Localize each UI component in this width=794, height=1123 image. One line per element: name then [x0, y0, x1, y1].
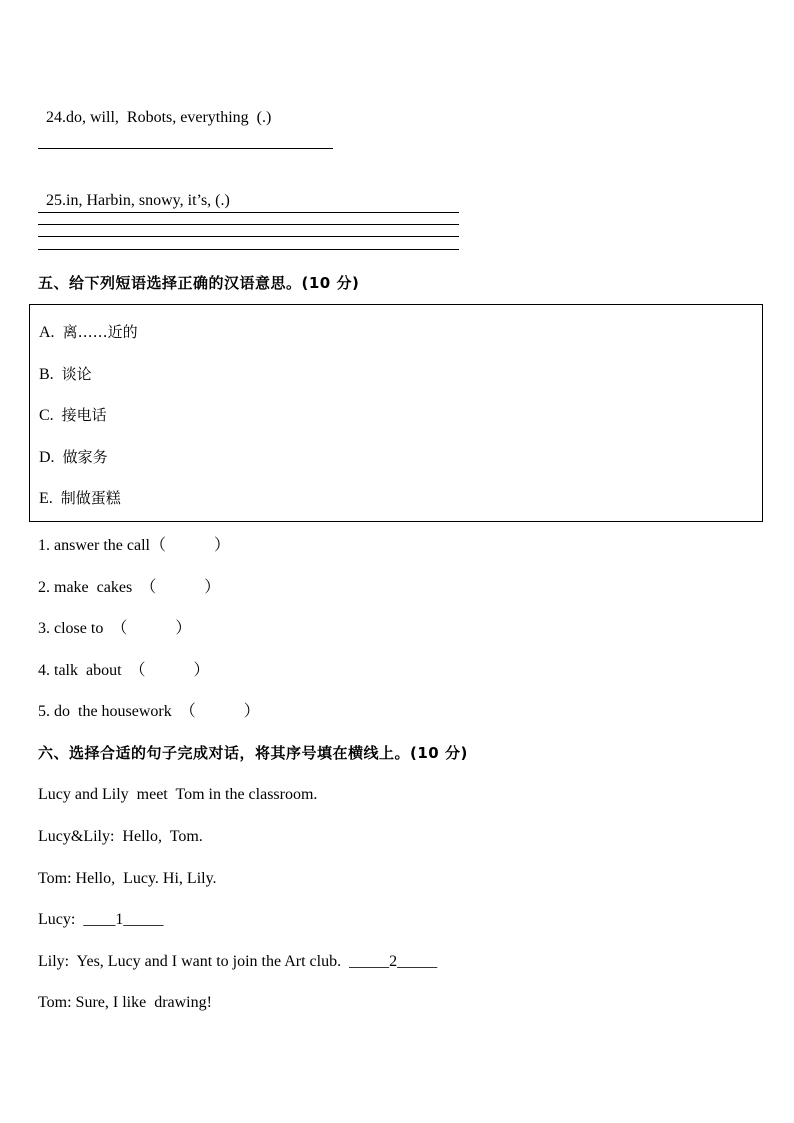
answer-parentheses[interactable]: （ ）	[132, 579, 221, 596]
match-item-5	[38, 702, 260, 722]
item-text: talk about	[54, 662, 122, 679]
dialogue-text: Lily: Yes, Lucy and I want to join the Art club.	[38, 953, 350, 970]
item-number: 4.	[38, 662, 50, 679]
item-number: 1.	[38, 537, 50, 554]
option-letter: E.	[39, 490, 53, 507]
item-number: 5.	[38, 703, 50, 720]
match-item-4	[38, 661, 210, 681]
option-a	[39, 322, 138, 343]
question-number: 25.	[46, 192, 66, 209]
option-d	[39, 447, 108, 468]
answer-parentheses[interactable]: （ ）	[121, 662, 210, 679]
section-5-heading: 五、给下列短语选择正确的汉语意思。(10 分)	[38, 274, 360, 292]
question-25	[38, 171, 230, 211]
dialogue-line: Tom: Hello, Lucy. Hi, Lily.	[38, 870, 217, 887]
option-text: 离……近的	[62, 323, 138, 341]
answer-parentheses[interactable]: （ ）	[149, 537, 230, 554]
item-text: close to	[54, 620, 104, 637]
item-number: 3.	[38, 620, 50, 637]
dialogue-line	[38, 910, 163, 930]
option-b	[39, 364, 92, 385]
option-letter: A.	[39, 324, 55, 341]
question-24	[38, 88, 271, 128]
option-text: 制做蛋糕	[60, 489, 121, 507]
match-item-3	[38, 619, 191, 639]
item-number: 2.	[38, 579, 50, 596]
option-text: 接电话	[61, 406, 107, 424]
item-text: answer the call	[54, 537, 150, 554]
question-text: do, will, Robots, everything (.)	[66, 109, 272, 126]
answer-parentheses[interactable]: （ ）	[103, 620, 192, 637]
option-text: 谈论	[61, 365, 92, 383]
item-text: do the housework	[54, 703, 172, 720]
option-text: 做家务	[62, 448, 108, 466]
answer-parentheses[interactable]: （ ）	[171, 703, 260, 720]
option-letter: D.	[39, 449, 55, 466]
option-letter: B.	[39, 366, 54, 383]
option-c	[39, 405, 107, 426]
question-text: in, Harbin, snowy, it’s, (.)	[66, 192, 230, 209]
option-e	[39, 488, 121, 509]
dialogue-line	[38, 952, 437, 972]
section-6-heading: 六、选择合适的句子完成对话，将其序号填在横线上。(10 分)	[38, 744, 468, 762]
match-item-1	[38, 536, 230, 556]
answer-line[interactable]	[38, 224, 459, 225]
answer-line[interactable]	[38, 236, 459, 237]
answer-line[interactable]	[38, 212, 459, 213]
answer-line[interactable]	[38, 148, 333, 149]
dialogue-line: Tom: Sure, I like drawing!	[38, 994, 212, 1011]
dialogue-text: Lucy:	[38, 911, 84, 928]
question-number: 24.	[46, 109, 66, 126]
options-box	[29, 304, 763, 522]
dialogue-intro: Lucy and Lily meet Tom in the classroom.	[38, 786, 318, 803]
option-letter: C.	[39, 407, 54, 424]
answer-blank-1[interactable]: ____1_____	[83, 911, 164, 928]
match-item-2	[38, 578, 220, 598]
dialogue-line: Lucy&Lily: Hello, Tom.	[38, 828, 203, 845]
item-text: make cakes	[54, 579, 133, 596]
answer-line[interactable]	[38, 249, 459, 250]
answer-blank-2[interactable]: _____2_____	[349, 953, 438, 970]
